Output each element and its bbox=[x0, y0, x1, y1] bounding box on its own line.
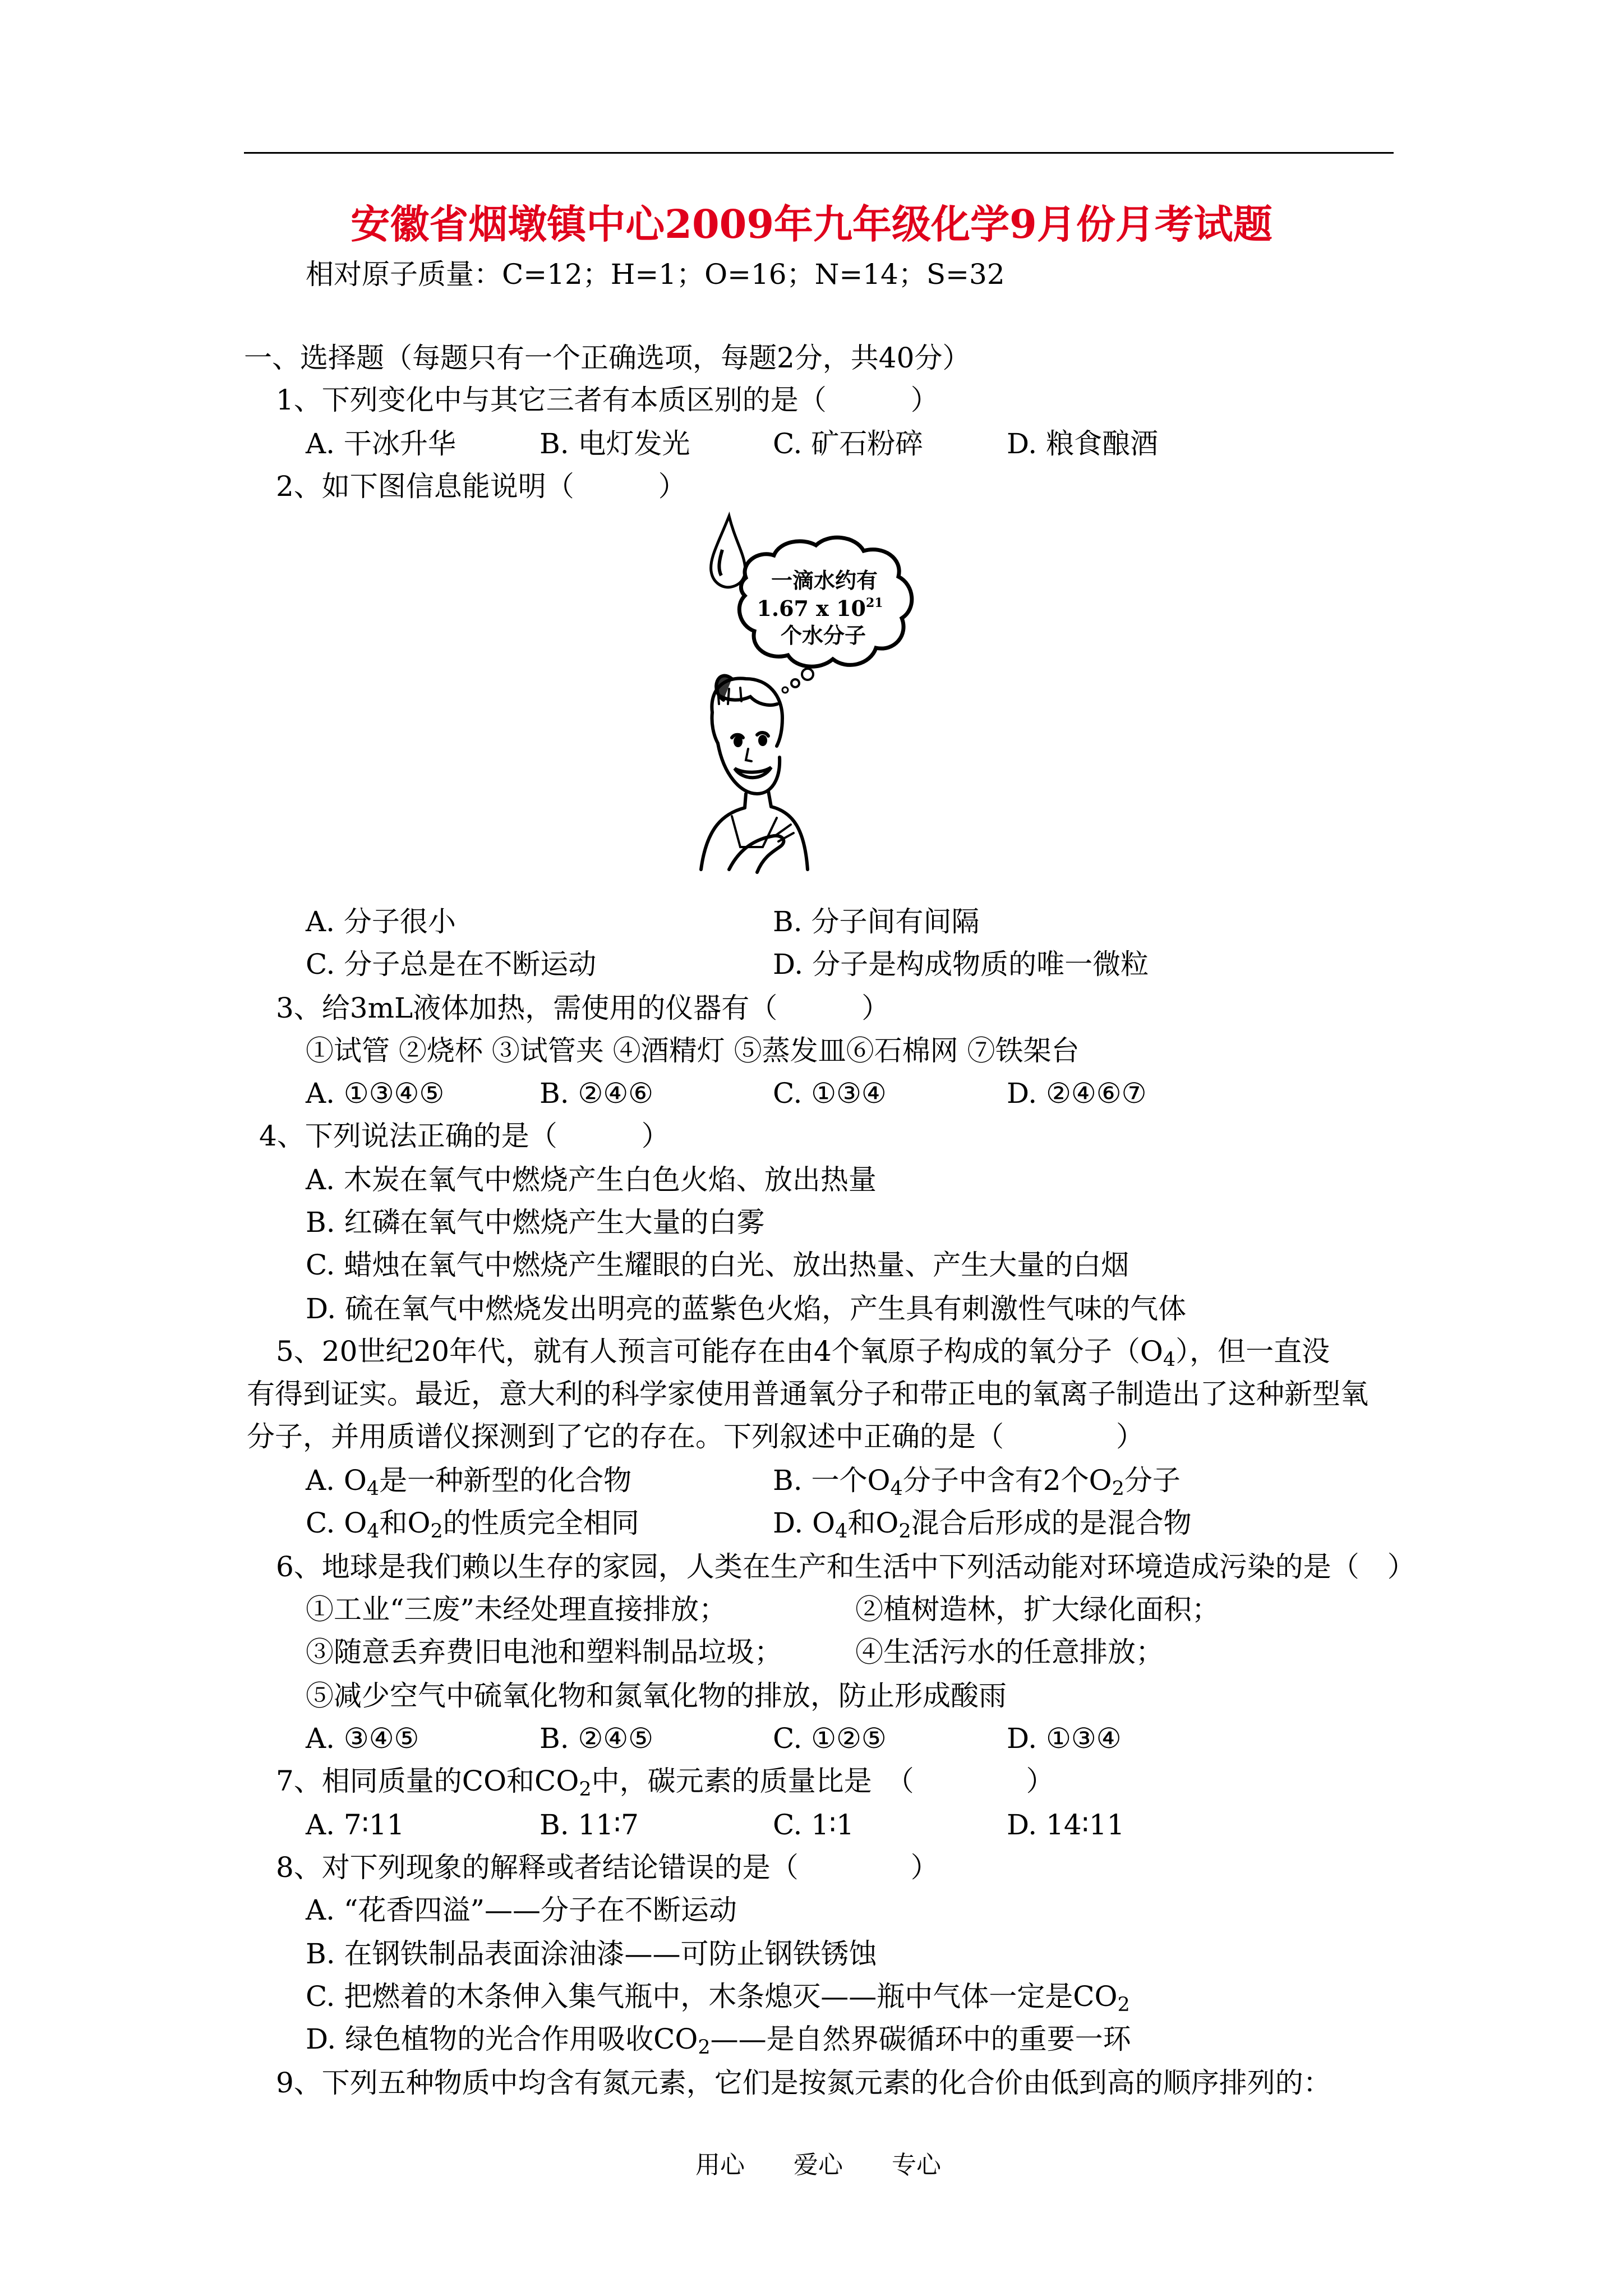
q5-option-a: A. $O_4$是一种新型的化合物 bbox=[306, 1464, 632, 1500]
atomic-masses: 相对原子质量：C=12；H=1；O=16；N=14；S=32 bbox=[306, 258, 1005, 291]
cloud-text-line1: 一滴水约有 bbox=[771, 568, 878, 593]
q1-stem: 1、下列变化中与其它三者有本质区别的是（ ） bbox=[276, 384, 939, 416]
cloud-text-line3: 个水分子 bbox=[780, 623, 866, 648]
q5-stem-line2: 有得到证实。最近，意大利的科学家使用普通氧分子和带正电的氧离子制造出了这种新型氧 bbox=[247, 1378, 1368, 1410]
q4-option-b: B. 红磷在氧气中燃烧产生大量的白雾 bbox=[306, 1206, 765, 1239]
q4-option-d: D. 硫在氧气中燃烧发出明亮的蓝紫色火焰，产生具有刺激性气味的气体 bbox=[306, 1292, 1187, 1325]
q3-option-a: A. ①③④⑤ bbox=[306, 1077, 445, 1110]
q5-option-c: C. $O_4$和$O_2$的性质完全相同 bbox=[306, 1507, 639, 1543]
q5-option-b: B. 一个$O_4$分子中含有2个$O_2$分子 bbox=[773, 1464, 1181, 1500]
q6-item-5: ⑤减少空气中硫氧化物和氮氧化物的排放，防止形成酸雨 bbox=[306, 1680, 1007, 1712]
q6-item-2: ②植树造林，扩大绿化面积； bbox=[855, 1593, 1220, 1626]
q3-option-d: D. ②④⑥⑦ bbox=[1007, 1077, 1147, 1110]
q9-stem: 9、下列五种物质中均含有氮元素，它们是按氮元素的化合价由低到高的顺序排列的： bbox=[276, 2067, 1331, 2099]
q2-option-d: D. 分子是构成物质的唯一微粒 bbox=[773, 948, 1149, 981]
q4-stem: 4、下列说法正确的是（ ） bbox=[259, 1120, 670, 1152]
q7-stem: 7、相同质量的CO和$CO_2$中，碳元素的质量比是 （ ） bbox=[276, 1765, 1054, 1801]
footer-word-3: 专心 bbox=[892, 2151, 941, 2179]
q6-option-d: D. ①③④ bbox=[1007, 1722, 1122, 1755]
q2-stem: 2、如下图信息能说明（ ） bbox=[276, 470, 686, 503]
q6-option-a: A. ③④⑤ bbox=[306, 1722, 419, 1755]
q4-option-a: A. 木炭在氧气中燃烧产生白色火焰、放出热量 bbox=[306, 1163, 877, 1196]
svg-text:1.67 x 1021 bbox=[757, 596, 883, 621]
q6-stem: 6、地球是我们赖以生存的家园，人类在生产和生活中下列活动能对环境造成污染的是（ ） bbox=[276, 1550, 1415, 1583]
water-drop-icon bbox=[711, 516, 745, 587]
q3-option-b: B. ②④⑥ bbox=[540, 1077, 654, 1110]
water-drop-illustration bbox=[679, 510, 942, 881]
q8-option-a: A. “花香四溢”——分子在不断运动 bbox=[306, 1894, 737, 1926]
q7-option-d: D. 14∶11 bbox=[1007, 1809, 1125, 1841]
thought-cloud-icon bbox=[739, 537, 911, 666]
q8-stem: 8、对下列现象的解释或者结论错误的是（ ） bbox=[276, 1851, 939, 1884]
section-heading: 一、选择题（每题只有一个正确选项，每题2分，共40分） bbox=[244, 342, 971, 374]
q6-item-1: ①工业“三废”未经处理直接排放； bbox=[306, 1593, 727, 1626]
footer-word-1: 用心 bbox=[695, 2151, 745, 2179]
q3-stem: 3、给3mL液体加热，需使用的仪器有（ ） bbox=[276, 992, 890, 1024]
q5-stem-line3: 分子，并用质谱仪探测到了它的存在。下列叙述中正确的是（ ） bbox=[247, 1420, 1144, 1453]
q5-stem-line1: 5、20世纪20年代，就有人预言可能存在由4个氧原子构成的氧分子$(O_4)$，但一直没 bbox=[276, 1335, 1330, 1371]
footer-word-2: 爱心 bbox=[794, 2151, 843, 2179]
cloud-text-exponent: 21 bbox=[865, 596, 883, 610]
q6-option-c: C. ①②⑤ bbox=[773, 1722, 887, 1755]
q8-option-c: C. 把燃着的木条伸入集气瓶中，木条熄灭——瓶中气体一定是$CO_2$ bbox=[306, 1980, 1130, 2016]
q1-option-a: A. 干冰升华 bbox=[306, 427, 456, 460]
q7-option-b: B. 11∶7 bbox=[540, 1809, 639, 1841]
q8-option-b: B. 在钢铁制品表面涂油漆——可防止钢铁锈蚀 bbox=[306, 1938, 877, 1970]
q2-option-b: B. 分子间有间隔 bbox=[773, 905, 980, 938]
q5-option-d: D. $O_4$和$O_2$混合后形成的是混合物 bbox=[773, 1507, 1192, 1543]
cloud-text-line2: 1.67 x 10 bbox=[757, 596, 866, 621]
exam-title: 安徽省烟墩镇中心2009年九年级化学9月份月考试题 bbox=[351, 201, 1272, 247]
q7-option-a: A. 7∶11 bbox=[306, 1809, 405, 1841]
q3-option-c: C. ①③④ bbox=[773, 1077, 887, 1110]
q4-option-c: C. 蜡烛在氧气中燃烧产生耀眼的白光、放出热量、产生大量的白烟 bbox=[306, 1249, 1129, 1281]
q2-option-c: C. 分子总是在不断运动 bbox=[306, 948, 597, 981]
header-rule bbox=[244, 152, 1394, 154]
q3-items: ①试管 ②烧杯 ③试管夹 ④酒精灯 ⑤蒸发皿⑥石棉网 ⑦铁架台 bbox=[306, 1034, 1080, 1067]
q6-item-4: ④生活污水的任意排放； bbox=[855, 1636, 1164, 1668]
girl-cartoon-icon bbox=[701, 676, 808, 872]
q7-option-c: C. 1∶1 bbox=[773, 1809, 854, 1841]
q1-option-b: B. 电灯发光 bbox=[540, 427, 690, 460]
q1-option-c: C. 矿石粉碎 bbox=[773, 427, 924, 460]
q6-item-3: ③随意丢弃费旧电池和塑料制品垃圾； bbox=[306, 1636, 782, 1668]
q6-option-b: B. ②④⑤ bbox=[540, 1722, 654, 1755]
q2-option-a: A. 分子很小 bbox=[306, 905, 456, 938]
q8-option-d: D. 绿色植物的光合作用吸收$CO_2——$是自然界碳循环中的重要一环 bbox=[306, 2023, 1131, 2059]
q1-option-d: D. 粮食酿酒 bbox=[1007, 427, 1159, 460]
